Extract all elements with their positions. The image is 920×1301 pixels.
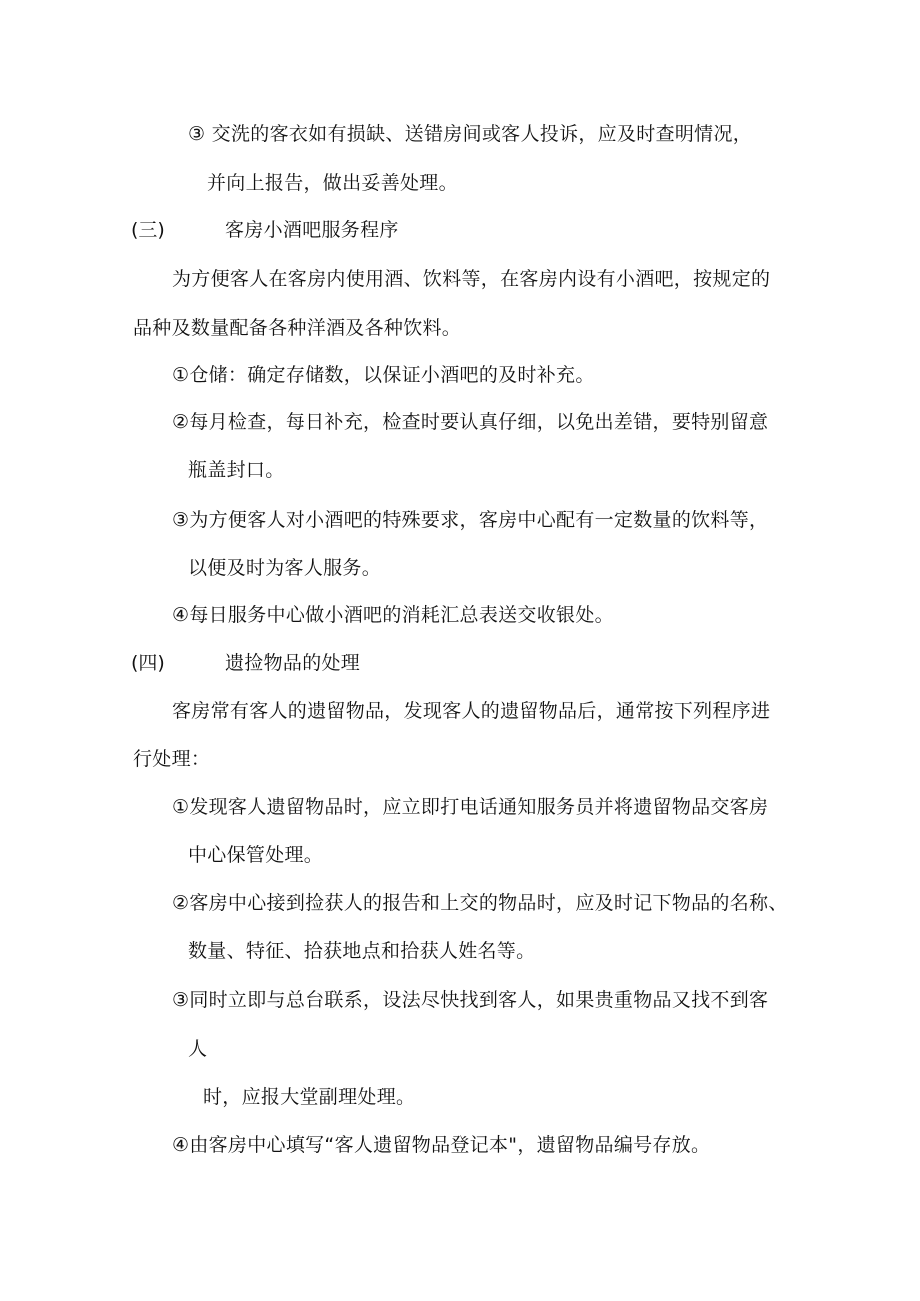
list-item-line: ①发现客人遗留物品时，应立即打电话通知服务员并将遗留物品交客房 [172, 796, 769, 818]
section-title: 客房小酒吧服务程序 [225, 219, 399, 241]
list-item-line: 瓶盖封口。 [188, 459, 285, 481]
section-title: 遗捡物品的处理 [225, 652, 361, 674]
list-item-line: 人 [188, 1038, 208, 1060]
list-item-line: ②每月检查，每日补充，检查时要认真仔细，以免出差错，要特别留意 [172, 411, 769, 433]
list-item-line: 时，应报大堂副理处理。 [203, 1086, 416, 1108]
list-item: ④由客房中心填写“客人遗留物品登记本"，遗留物品编号存放。 [172, 1134, 711, 1156]
list-item-line: 并向上报告，做出妥善处理。 [207, 172, 458, 194]
list-item-line: 以便及时为客人服务。 [188, 557, 382, 579]
paragraph-line: 为方便客人在客房内使用酒、饮料等，在客房内设有小酒吧，按规定的 [172, 268, 771, 290]
list-item-line: 中心保管处理。 [188, 844, 324, 866]
list-item-line: ③ 交洗的客衣如有损缺、送错房间或客人投诉，应及时查明情况， [188, 123, 753, 145]
paragraph-line: 品种及数量配备各种洋酒及各种饮料。 [133, 317, 462, 339]
list-item-line: ③同时立即与总台联系，设法尽快找到客人，如果贵重物品又找不到客 [172, 989, 769, 1011]
list-item: ④每日服务中心做小酒吧的消耗汇总表送交收银处。 [172, 604, 614, 626]
section-number: (四) [131, 652, 165, 674]
list-item-line: 数量、特征、拾获地点和拾获人姓名等。 [188, 940, 536, 962]
list-item: ①仓储：确定存储数，以保证小酒吧的及时补充。 [172, 364, 595, 386]
list-item-line: ③为方便客人对小酒吧的特殊要求，客房中心配有一定数量的饮料等， [172, 509, 769, 531]
list-item-line: ②客房中心接到捡获人的报告和上交的物品时，应及时记下物品的名称、 [172, 892, 788, 914]
paragraph-line: 行处理： [133, 748, 211, 770]
paragraph-line: 客房常有客人的遗留物品，发现客人的遗留物品后，通常按下列程序进 [172, 700, 771, 722]
section-number: (三) [131, 219, 165, 241]
